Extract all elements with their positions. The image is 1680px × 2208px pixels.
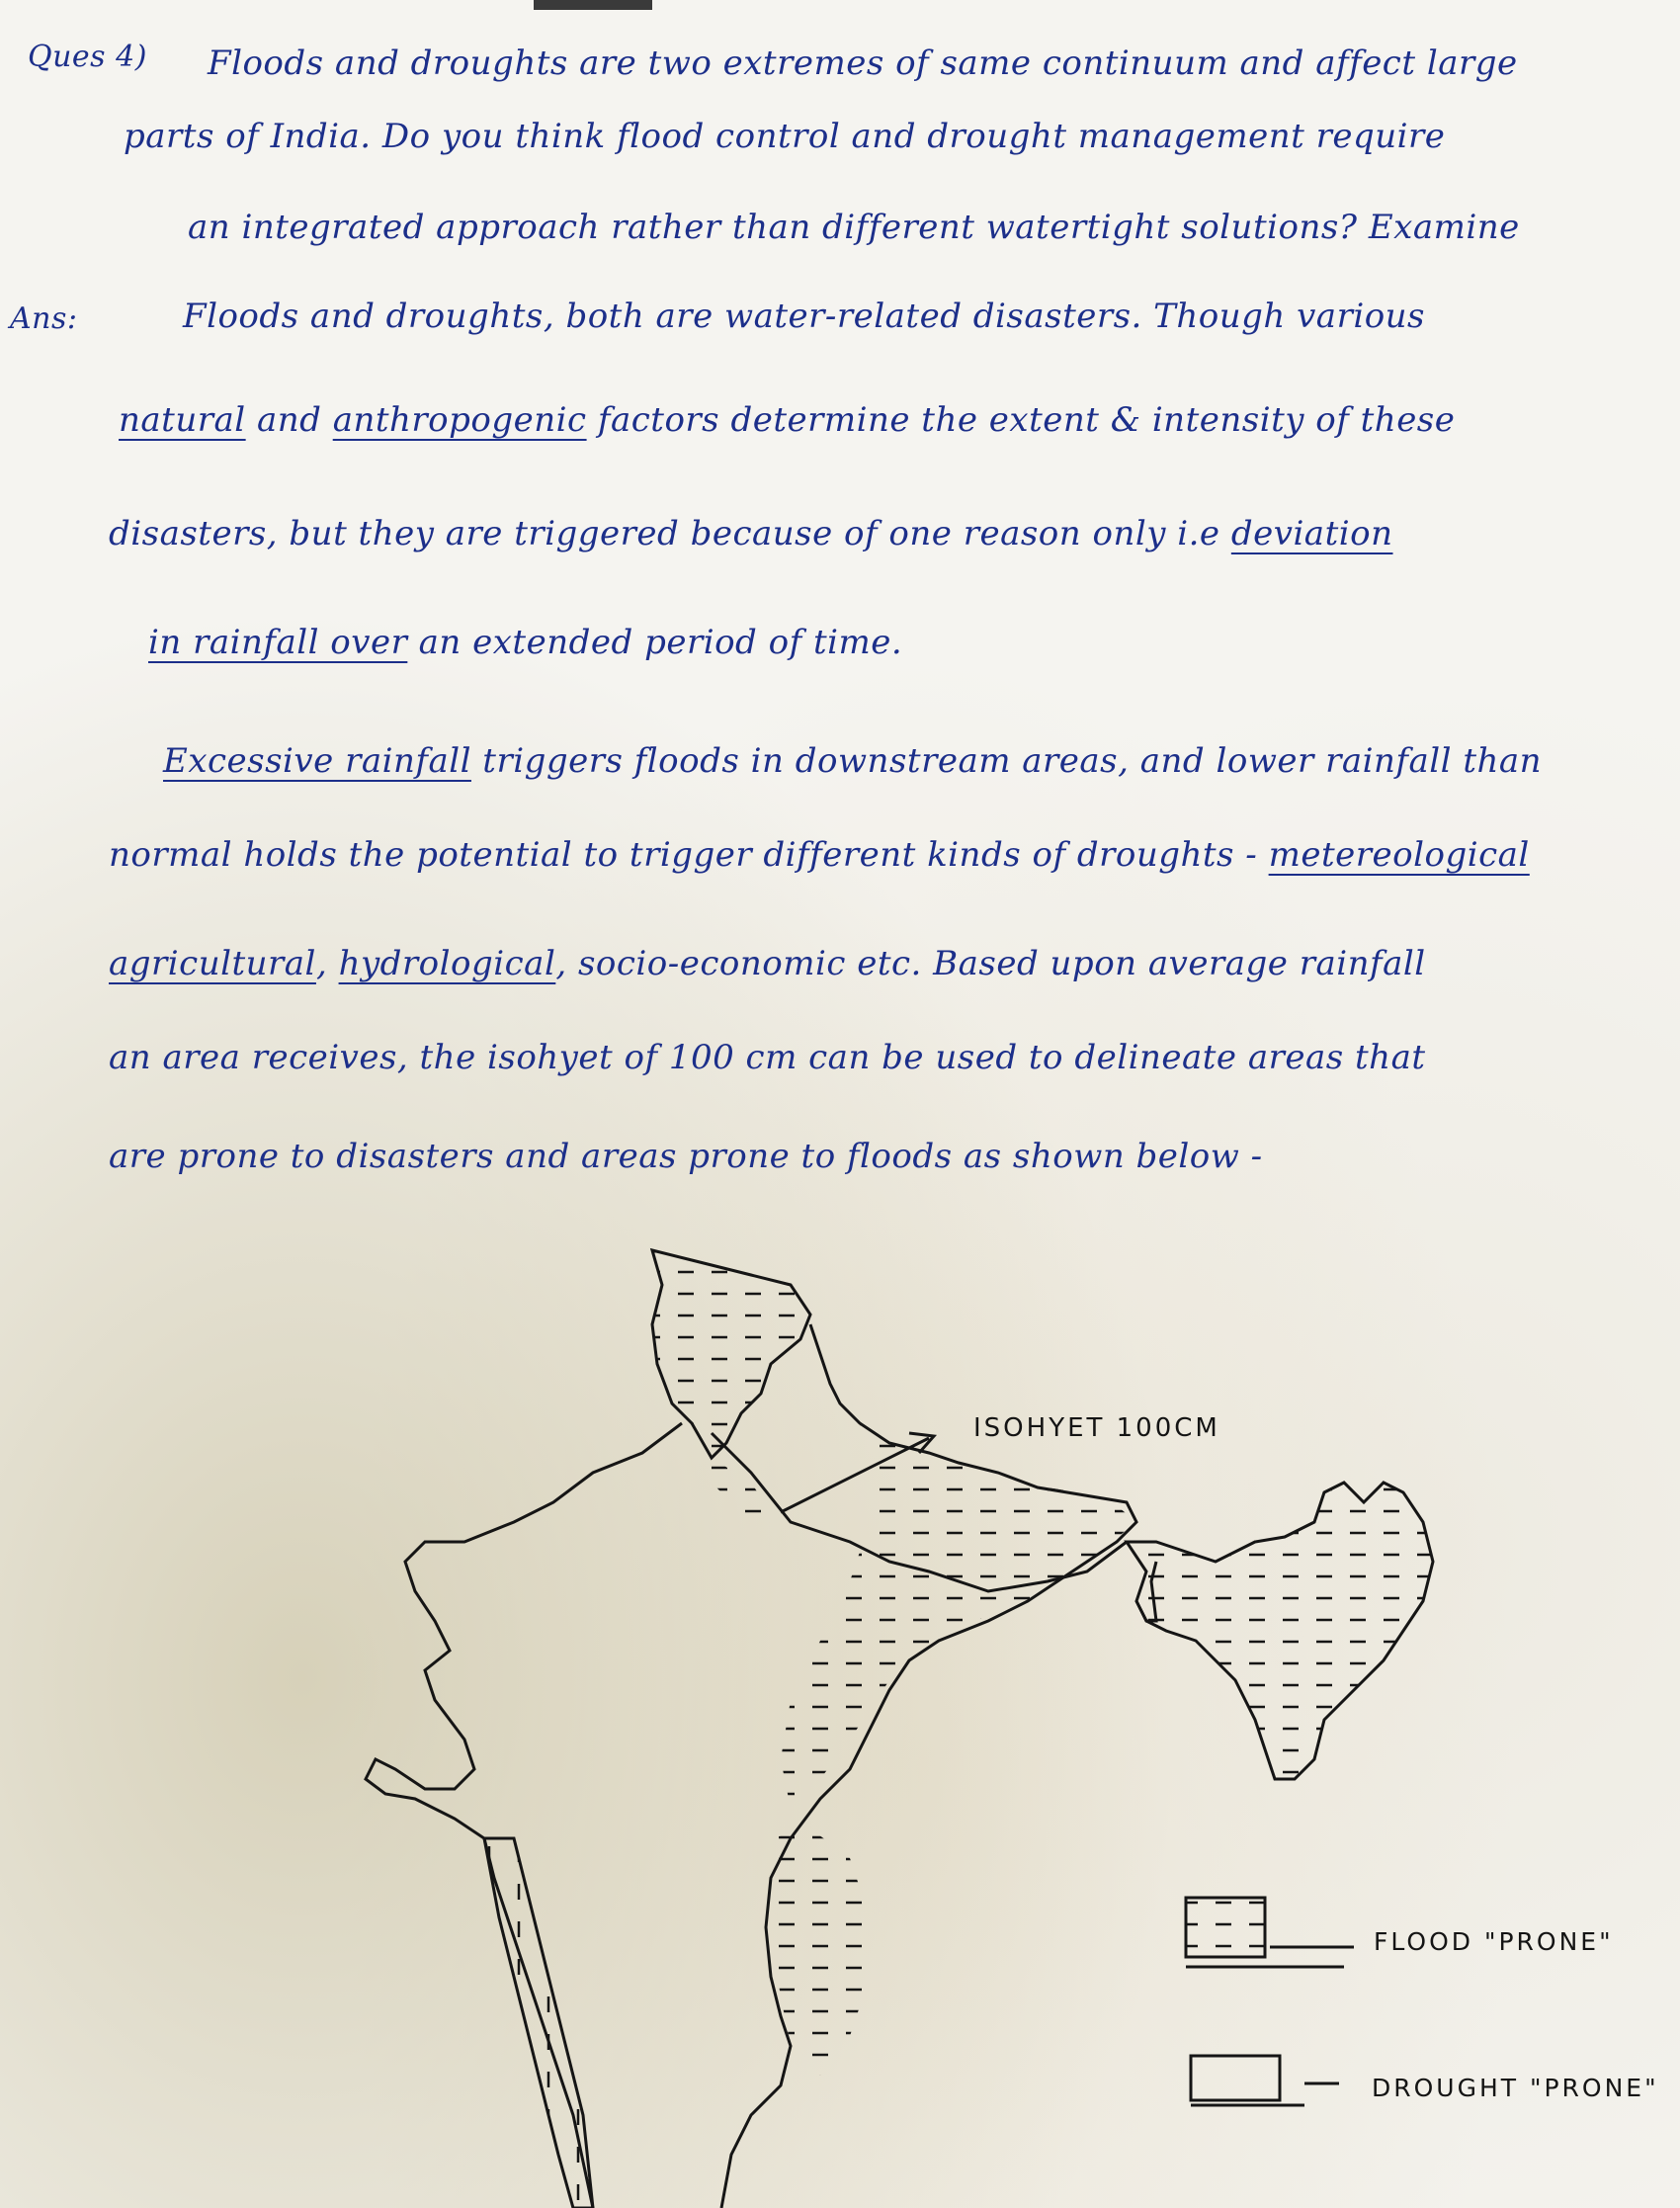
underlined-agricultural: agricultural xyxy=(109,944,316,983)
answer-p1-line-4: in rainfall over an extended period of time. xyxy=(148,623,903,662)
answer-p2-line-5: are prone to disasters and areas prone to floods as shown below - xyxy=(109,1137,1263,1176)
underlined-metereological: metereological xyxy=(1268,835,1530,875)
eastern-flood-region xyxy=(781,1423,1136,1809)
underlined-natural: natural xyxy=(119,400,246,440)
answer-p1-line-1: Floods and droughts, both are water-related disasters. Though various xyxy=(183,297,1426,336)
question-line-3: an integrated approach rather than different watertight solutions? Examine xyxy=(188,208,1520,247)
answer-p1-line-3: disasters, but they are triggered because of one reason only i.e deviation xyxy=(109,514,1393,553)
answer-label: Ans: xyxy=(10,301,78,336)
underlined-excessive-rainfall: Excessive rainfall xyxy=(163,741,471,781)
legend-flood-label: FLOOD "PRONE" xyxy=(1374,1927,1614,1956)
answer-p1-line-2: natural and anthropogenic factors determine the extent & intensity of these xyxy=(119,400,1456,440)
question-line-2: parts of India. Do you think flood control and drought management require xyxy=(124,117,1446,156)
western-coast-strip xyxy=(484,1838,593,2208)
question-line-1: Floods and droughts are two extremes of same continuum and affect large xyxy=(208,43,1518,83)
legend-drought-box xyxy=(1191,2056,1280,2100)
question-number: Ques 4) xyxy=(28,40,147,74)
underlined-anthropogenic: anthropogenic xyxy=(332,400,587,440)
answer-p2-line-1: Excessive rainfall triggers floods in downstream areas, and lower rainfall than xyxy=(163,741,1543,781)
ganga-strip xyxy=(712,1458,781,1542)
answer-p2-line-3: agricultural, hydrological, socio-economic etc. Based upon average rainfall xyxy=(109,944,1426,983)
legend-flood-box xyxy=(1186,1898,1265,1957)
east-coast-lower xyxy=(771,1828,870,2076)
answer-p2-line-4: an area receives, the isohyet of 100 cm can be used to delineate areas that xyxy=(109,1038,1426,1077)
underlined-deviation: deviation xyxy=(1230,514,1393,553)
underlined-in-rainfall-over: in rainfall over xyxy=(148,623,408,662)
underlined-hydrological: hydrological xyxy=(338,944,556,983)
mainland-outline xyxy=(366,1324,1136,2208)
north-east-outline xyxy=(1127,1483,1433,1779)
answer-p2-line-2: normal holds the potential to trigger different kinds of droughts - metereological xyxy=(109,835,1530,875)
legend-drought-label: DROUGHT "PRONE" xyxy=(1372,2074,1659,2102)
isohyet-label: ISOHYET 100CM xyxy=(973,1413,1220,1443)
